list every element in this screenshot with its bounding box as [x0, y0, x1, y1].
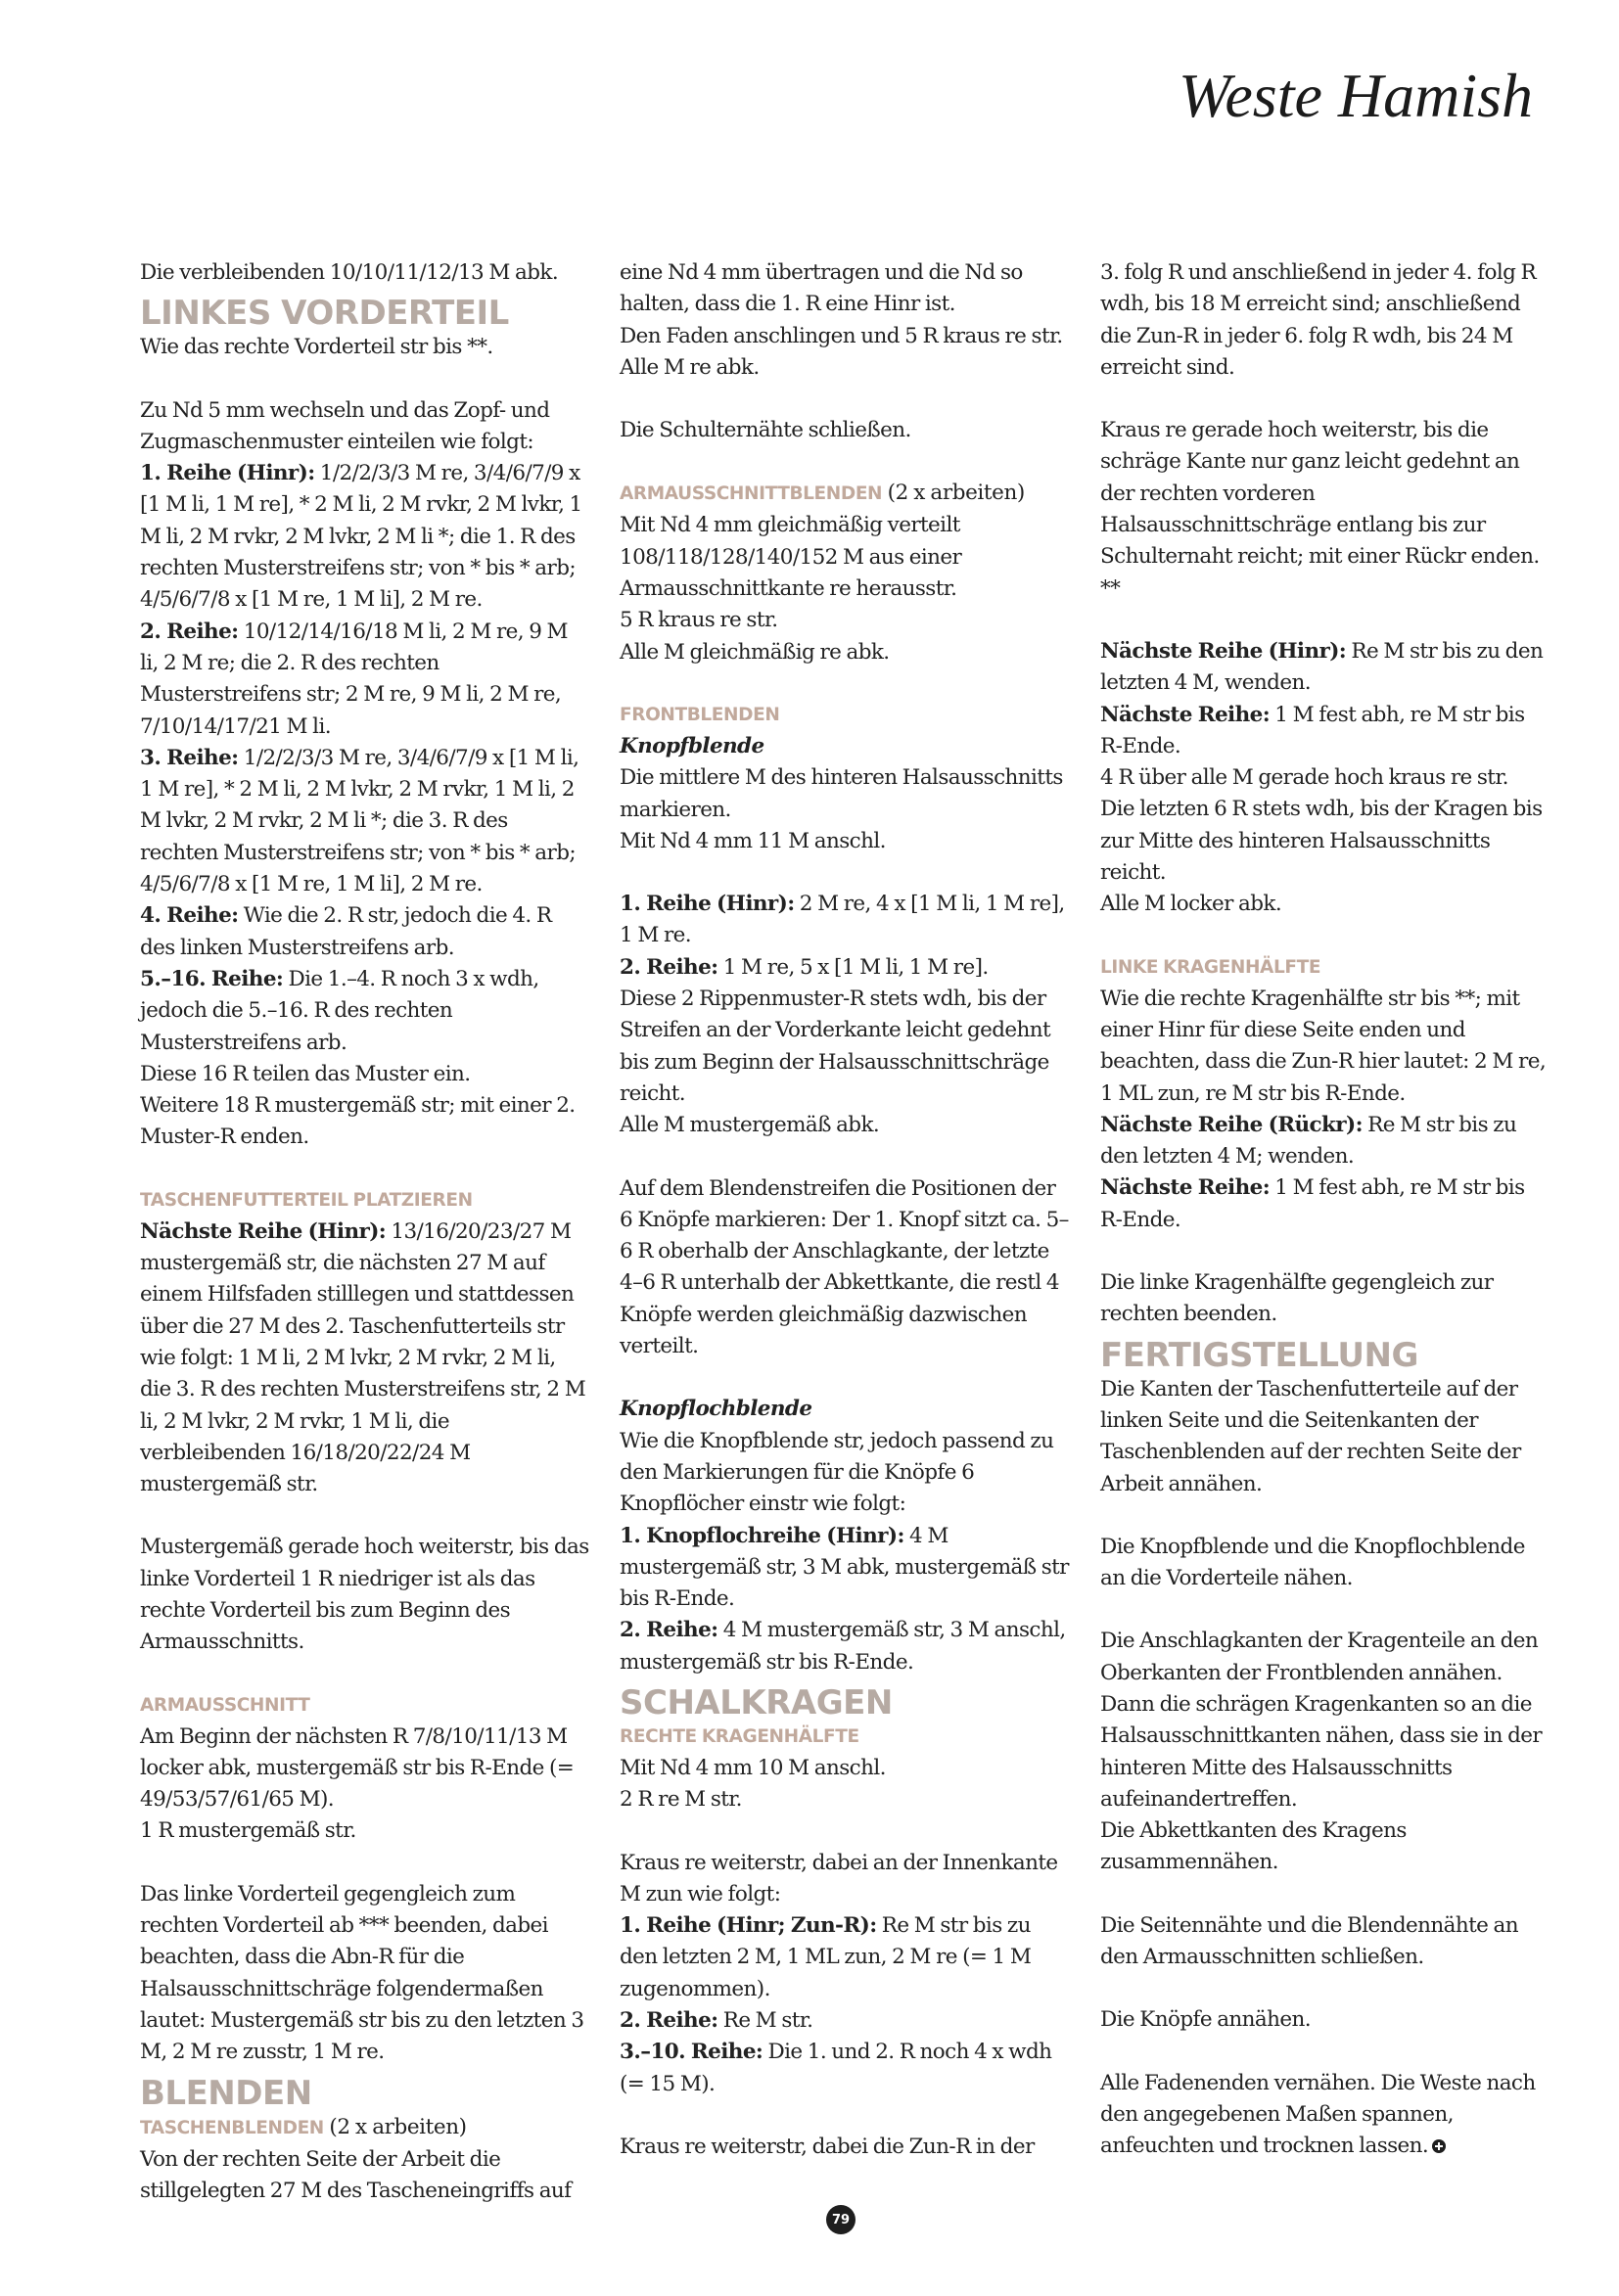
row-label: Nächste Reihe (Hinr): — [1100, 638, 1347, 664]
paragraph: 2 R re M str. — [620, 1787, 742, 1813]
paragraph: Den Faden anschlingen und 5 R kraus re str. — [620, 323, 1063, 348]
subheading-armausschnitt: ARMAUSSCHNITT — [140, 1694, 310, 1716]
paragraph: Mustergemäß gerade hoch weiterstr, bis das linke Vorderteil 1 R niedriger ist als das rechte Vorderteil bis zum Beginn des Armausschnitts. — [140, 1535, 589, 1655]
row-label: 1. Reihe (Hinr; Zun-R): — [620, 1913, 877, 1939]
section-heading-blenden: BLENDEN — [140, 2073, 312, 2113]
row-instruction — [140, 458, 590, 616]
row-instruction — [1100, 1110, 1550, 1173]
paragraph: Alle M mustergemäß abk. — [620, 1113, 880, 1138]
paragraph: Das linke Vorderteil gegengleich zum rechten Vorderteil ab *** beenden, dabei beachten, dass die Abn-R für die Halsausschnittschräge folgendermaßen lautet: Mustergemäß str bis zu den letzten 3 M, 2 M re zusstr, 1 M re. — [140, 1881, 584, 2065]
paragraph: Alle M gleichmäßig re abk. — [620, 639, 890, 665]
row-instruction — [1100, 1172, 1550, 1236]
paragraph: 3. folg R und anschließend in jeder 4. folg R wdh, bis 18 M erreicht sind; anschließend die Zun-R in jeder 6. folg R wdh, bis 24 M erreicht sind. — [1100, 260, 1537, 380]
paragraph: 1 R mustergemäß str. — [140, 1818, 356, 1844]
row-text: 1/2/2/3/3 M re, 3/4/6/7/9 x [1 M li, 1 M re], * 2 M li, 2 M rvkr, 2 M lvkr, 1 M li, 2 M rvkr, 2 M lvkr, 2 M li *; die 1. R des rechten Musterstreifens str; von * bis * arb; 4/5/6/7/8 x [1 M re, 1 M li], 2 M re. — [140, 461, 582, 613]
row-instruction — [140, 1217, 590, 1501]
subheading-linke-kragenhaelfte: LINKE KRAGENHÄLFTE — [1100, 956, 1321, 978]
row-label: Nächste Reihe: — [1100, 702, 1271, 727]
paragraph: Die Schulternähte schließen. — [620, 418, 911, 443]
page-number: 79 — [826, 2205, 856, 2234]
paragraph: Wie die Knopfblende str, jedoch passend zu den Markierungen für die Knöpfe 6 Knopflöcher einstr wie folgt: — [620, 1428, 1054, 1517]
paragraph-final: Alle Fadenenden vernähen. Die Weste nach den angegebenen Maßen spannen, anfeuchten und trocknen lassen. — [1100, 2070, 1536, 2159]
row-label: 2. Reihe: — [620, 1618, 718, 1643]
paragraph: Weitere 18 R mustergemäß str; mit einer 2. Muster-R enden. — [140, 1093, 576, 1150]
paragraph: Auf dem Blendenstreifen die Positionen der 6 Knöpfe markieren: Der 1. Knopf sitzt ca. 5–6 R oberhalb der Anschlagkante, der letzte 4–6 R unterhalb der Abkettkante, die restl 4 Knöpfe werden gleichmäßig dazwischen verteilt. — [620, 1175, 1069, 1359]
paragraph: Mit Nd 4 mm 10 M anschl. — [620, 1755, 886, 1780]
row-label: 4. Reihe: — [140, 903, 239, 929]
paragraph: Die linke Kragenhälfte gegengleich zur rechten beenden. — [1100, 1270, 1494, 1327]
row-text: 10/12/14/16/18 M li, 2 M re, 9 M li, 2 M re; die 2. R des rechten Musterstreifens str; 2 M re, 9 M li, 2 M re, 7/10/14/17/21 M li. — [140, 619, 568, 739]
row-label: 2. Reihe: — [140, 619, 239, 644]
column-1 — [140, 257, 590, 2207]
row-text: Re M str bis zu den letzten 2 M, 1 ML zun, 2 M re (= 1 M zugenommen). — [620, 1913, 1032, 2001]
paragraph: Die Seitennähte und die Blendennähte an den Armausschnitten schließen. — [1100, 1912, 1518, 1970]
paragraph: Alle M re abk. — [620, 354, 760, 380]
subheading-taschenblenden: TASCHENBLENDEN (2 x arbeiten) — [140, 2114, 467, 2139]
row-text: Re M str. — [717, 2008, 813, 2034]
row-text: Wie die 2. R str, jedoch die 4. R des linken Musterstreifens arb. — [140, 903, 552, 960]
column-3 — [1100, 257, 1550, 2163]
paragraph: 4 R über alle M gerade hoch kraus re str. — [1100, 765, 1508, 791]
paragraph: Von der rechten Seite der Arbeit die stillgelegten 27 M des Tascheneingriffs auf — [140, 2146, 572, 2203]
row-label: 2. Reihe: — [620, 954, 718, 980]
row-label: 2. Reihe: — [620, 2008, 718, 2034]
row-instruction — [620, 952, 1070, 984]
paragraph: Am Beginn der nächsten R 7/8/10/11/13 M locker abk, mustergemäß str bis R-Ende (= 49/53/57/61/65 M). — [140, 1723, 575, 1813]
row-text: 13/16/20/23/27 M mustergemäß str, die nächsten 27 M auf einem Hilfsfaden stilllegen und stattdessen über die 27 M des 2. Taschenfutterteils str wie folgt: 1 M li, 2 M lvkr, 2 M rvkr, 2 M li, die 3. R des rechten Musterstreifens str, 2 M li, 2 M lvkr, 2 M rvkr, 1 M li, die verbleibenden 16/18/20/22/24 M mustergemäß str. — [140, 1218, 586, 1497]
row-instruction — [140, 964, 590, 1059]
paragraph: Diese 2 Rippenmuster-R stets wdh, bis der Streifen an der Vorderkante leicht gedehnt bis zum Beginn der Halsausschnittschräge reicht. — [620, 987, 1051, 1106]
paragraph: Kraus re gerade hoch weiterstr, bis die schräge Kante nur ganz leicht gedehnt an der rechten vorderen Halsausschnittschräge entlang bis zur Schulternaht reicht; mit einer Rückr enden. ** — [1100, 418, 1540, 601]
paragraph: Kraus re weiterstr, dabei die Zun-R in der — [620, 2134, 1035, 2159]
row-instruction — [620, 2005, 1070, 2037]
paragraph: Mit Nd 4 mm gleichmäßig verteilt 108/118/128/140/152 M aus einer Armausschnittkante re herausstr. — [620, 513, 962, 602]
section-heading-schalkragen: SCHALKRAGEN — [620, 1682, 893, 1722]
row-label: 1. Reihe (Hinr): — [140, 461, 315, 486]
row-instruction — [140, 743, 590, 900]
subheading-armausschnittblenden: ARMAUSSCHNITTBLENDEN (2 x arbeiten) — [620, 481, 1025, 506]
row-label: Nächste Reihe: — [1100, 1175, 1271, 1201]
row-text: 1 M re, 5 x [1 M li, 1 M re]. — [717, 954, 989, 980]
paragraph: Alle M locker abk. — [1100, 892, 1282, 917]
paragraph: Mit Nd 4 mm 11 M anschl. — [620, 828, 886, 853]
row-text: Die 1.–4. R noch 3 x wdh, jedoch die 5.–16. R des rechten Musterstreifens arb. — [140, 966, 539, 1055]
row-instruction — [140, 617, 590, 743]
paragraph: 5 R kraus re str. — [620, 608, 778, 633]
page-title: Weste Hamish — [1178, 61, 1533, 130]
subheading-taschenfutterteil: TASCHENFUTTERTEIL PLATZIEREN — [140, 1189, 473, 1211]
paragraph: Wie die rechte Kragenhälfte str bis **; mit einer Hinr für diese Seite enden und beachten, dass die Zun-R hier lautet: 2 M re, 1 ML zun, re M str bis R-Ende. — [1100, 986, 1547, 1106]
row-label: 5.–16. Reihe: — [140, 966, 284, 991]
paragraph: Kraus re weiterstr, dabei an der Innenkante M zun wie folgt: — [620, 1850, 1058, 1906]
section-heading-linkes-vorderteil: LINKES VORDERTEIL — [140, 294, 509, 334]
subheading-knopflochblende: Knopflochblende — [620, 1397, 812, 1422]
subheading-knopfblende: Knopfblende — [620, 733, 764, 758]
row-instruction — [1100, 700, 1550, 763]
row-text: 4 M mustergemäß str, 3 M anschl, mustergemäß str bis R-Ende. — [620, 1618, 1066, 1675]
paragraph: Die mittlere M des hinteren Halsausschnitts markieren. — [620, 765, 1063, 822]
row-text: Re M str bis zu den letzten 4 M; wenden. — [1100, 1112, 1517, 1170]
row-instruction — [620, 1521, 1070, 1616]
row-label: Nächste Reihe (Rückr): — [1100, 1112, 1363, 1137]
row-instruction — [140, 900, 590, 964]
paragraph: Die Knopfblende und die Knopflochblende an die Vorderteile nähen. — [1100, 1534, 1525, 1591]
subheading-frontblenden: FRONTBLENDEN — [620, 704, 780, 725]
row-instruction — [620, 889, 1070, 952]
row-text: Re M str bis zu den letzten 4 M, wenden. — [1100, 638, 1544, 696]
row-text: 4 M mustergemäß str, 3 M abk, mustergemäß str bis R-Ende. — [620, 1523, 1069, 1612]
column-2 — [620, 257, 1070, 2163]
subheading-rechte-kragenhaelfte: RECHTE KRAGENHÄLFTE — [620, 1725, 859, 1747]
row-instruction — [620, 1615, 1070, 1678]
paragraph: Diese 16 R teilen das Muster ein. — [140, 1061, 471, 1086]
row-text: 2 M re, 4 x [1 M li, 1 M re], 1 M re. — [620, 892, 1065, 948]
row-label: Nächste Reihe (Hinr): — [140, 1218, 387, 1244]
row-label: 3.–10. Reihe: — [620, 2040, 763, 2065]
row-text: Die 1. und 2. R noch 4 x wdh (= 15 M). — [620, 2040, 1052, 2096]
section-heading-fertigstellung: FERTIGSTELLUNG — [1100, 1335, 1418, 1375]
end-marker-icon — [1432, 2139, 1446, 2153]
paragraph: Die Kanten der Taschenfutterteile auf der linken Seite und die Seitenkanten der Taschenblenden auf der rechten Seite der Arbeit annähen. — [1100, 1376, 1521, 1496]
paragraph: Zu Nd 5 mm wechseln und das Zopf- und Zugmaschenmuster einteilen wie folgt: — [140, 397, 550, 454]
row-text: 1 M fest abh, re M str bis R-Ende. — [1100, 1175, 1525, 1232]
paragraph: Wie das rechte Vorderteil str bis **. — [140, 335, 493, 360]
row-label: 3. Reihe: — [140, 745, 239, 770]
row-label: 1. Reihe (Hinr): — [620, 892, 795, 917]
row-instruction — [1100, 636, 1550, 700]
row-label: 1. Knopflochreihe (Hinr): — [620, 1523, 904, 1548]
paragraph: Die Anschlagkanten der Kragenteile an den Oberkanten der Frontblenden annähen. Dann die schrägen Kragenkanten so an die Halsausschnittkanten nähen, dass sie in der hinteren Mitte des Halsausschnitts aufeinandertreffen. — [1100, 1629, 1543, 1812]
paragraph: Die Knöpfe annähen. — [1100, 2007, 1311, 2033]
row-instruction — [620, 1910, 1070, 2005]
paragraph: Die letzten 6 R stets wdh, bis der Kragen bis zur Mitte des hinteren Halsausschnitts reicht. — [1100, 797, 1543, 886]
paragraph: Die verbleibenden 10/10/11/12/13 M abk. — [140, 260, 559, 285]
row-instruction — [620, 2037, 1070, 2100]
paragraph: eine Nd 4 mm übertragen und die Nd so halten, dass die 1. R eine Hinr ist. — [620, 260, 1023, 317]
row-text: 1/2/2/3/3 M re, 3/4/6/7/9 x [1 M li, 1 M re], * 2 M li, 2 M lvkr, 2 M rvkr, 1 M li, 2 M lvkr, 2 M rvkr, 2 M li *; die 3. R des rechten Musterstreifens str; von * bis * arb; 4/5/6/7/8 x [1 M re, 1 M li], 2 M re. — [140, 745, 579, 897]
paragraph: Die Abkettkanten des Kragens zusammennähen. — [1100, 1818, 1407, 1875]
row-text: 1 M fest abh, re M str bis R-Ende. — [1100, 702, 1525, 758]
